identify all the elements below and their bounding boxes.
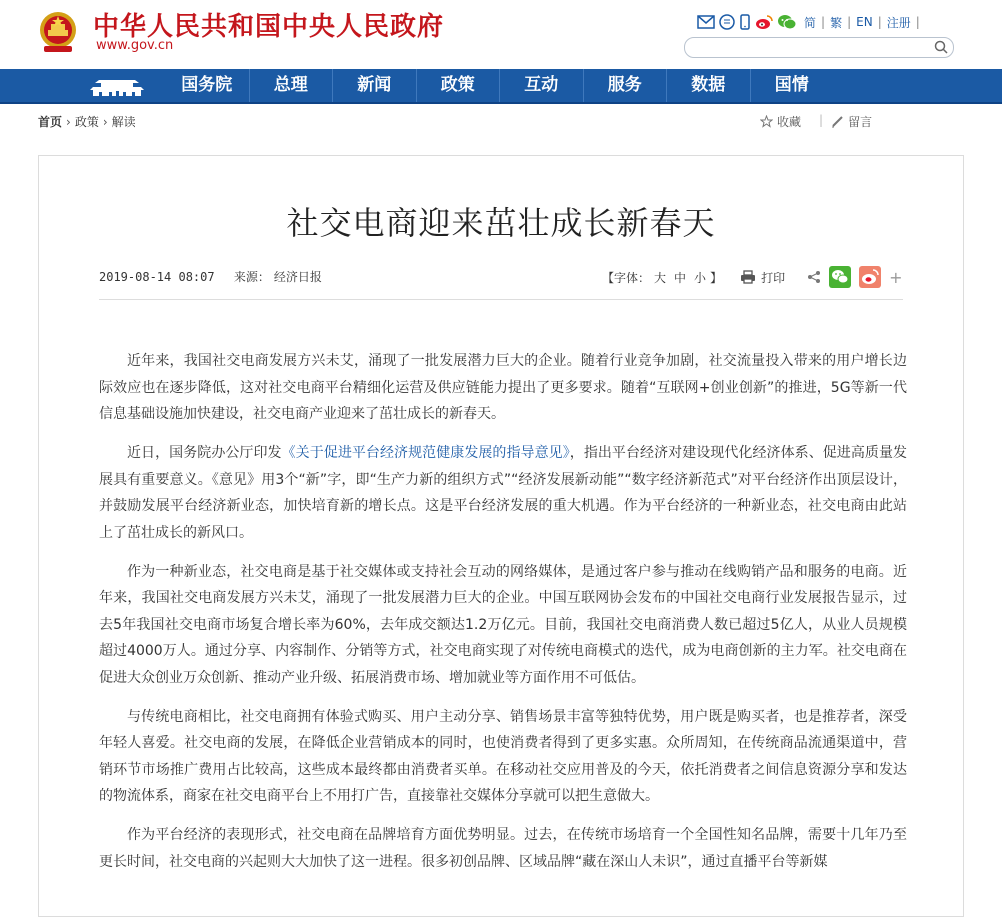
site-url[interactable]: www.gov.cn — [96, 38, 174, 53]
breadcrumb — [38, 113, 136, 130]
article-body — [99, 348, 907, 888]
national-emblem-icon[interactable] — [38, 10, 78, 54]
nav-item-services[interactable]: 服务 — [583, 69, 667, 102]
printer-icon — [740, 270, 756, 284]
main-nav — [0, 69, 1002, 104]
article-meta — [99, 268, 322, 285]
mobile-icon[interactable] — [739, 14, 751, 30]
publish-date: 2019-08-14 08:07 — [99, 270, 215, 284]
font-size-close: 】 — [710, 270, 723, 285]
nav-item-premier[interactable]: 总理 — [249, 69, 333, 102]
traditional-chinese-link[interactable]: 繁 — [830, 15, 843, 30]
print-label: 打印 — [761, 270, 786, 285]
comment-label: 留言 — [848, 115, 873, 129]
nav-item-interaction[interactable]: 互动 — [499, 69, 583, 102]
nav-item-state-council[interactable]: 国务院 — [181, 75, 233, 95]
nav-item-news[interactable]: 新闻 — [332, 69, 416, 102]
favorite-button[interactable] — [760, 113, 801, 130]
paragraph — [99, 440, 907, 546]
nav-item-national-info[interactable]: 国情 — [750, 69, 834, 102]
separator: | — [821, 15, 826, 29]
font-size-selector — [602, 269, 722, 286]
share-bar — [807, 266, 910, 288]
top-links — [697, 12, 922, 32]
article-container — [38, 155, 964, 917]
breadcrumb-arrow: › — [102, 115, 108, 129]
breadcrumb-interpretation[interactable]: 解读 — [111, 115, 136, 129]
paragraph: 作为一种新业态，社交电商是基于社交媒体或支持社会互动的网络媒体，是通过客户参与推动在线购销产品和服务的电商。近年来，我国社交电商发展方兴未艾，涌现了一批发展潜力巨大的企业。中国互联网协会发布的中国社交电商行业发展报告显示，过去5年我国社交电商市场复合增长率为60%，去年成交额达1.2万亿元。目前，我国社交电商消费人数已超过5亿人，从业人员规模超过4000万人。通过分享、内容制作、分销等方式，社交电商实现了对传统电商模式的迭代，成为电商创新的主力军。社交电商在促进大众创业万众创新、推动产业升级、拓展消费市场、增加就业等方面作用不可低估。 — [99, 563, 907, 686]
paragraph: 与传统电商相比，社交电商拥有体验式购买、用户主动分享、销售场景丰富等独特优势，用户既是购买者，也是推荐者，深受年轻人喜爱。社交电商的发展，在降低企业营销成本的同时，也使消费者得到了更多实惠。众所周知，在传统商品流通渠道中，营销环节市场推广费用占比较高，这些成本最终都由消费者买单。在移动社交应用普及的今天，依托消费者之间信息资源分享和发达的物流体系，商家在社交电商平台上不用打广告，直接靠社交媒体分享就可以把生意做大。 — [99, 708, 907, 804]
article-title: 社交电商迎来茁壮成长新春天 — [286, 204, 716, 242]
separator: | — [877, 15, 882, 29]
english-link[interactable]: EN — [856, 15, 873, 29]
nav-item-data[interactable]: 数据 — [666, 69, 750, 102]
separator: | — [847, 15, 852, 29]
nav-item-policy[interactable]: 政策 — [416, 69, 500, 102]
meta-divider — [99, 299, 903, 300]
breadcrumb-policy[interactable]: 政策 — [74, 115, 99, 129]
source-label: 来源： — [233, 270, 270, 284]
font-size-large[interactable]: 大 — [654, 270, 667, 285]
weibo-icon[interactable] — [755, 14, 773, 30]
star-icon — [760, 115, 773, 128]
page-actions — [760, 113, 890, 130]
article-tools — [602, 266, 911, 288]
message-icon[interactable] — [719, 14, 735, 30]
breadcrumb-arrow: › — [66, 115, 71, 129]
mail-icon[interactable] — [697, 15, 715, 29]
policy-document-link[interactable]: 《关于促进平台经济规范健康发展的指导意见》 — [281, 445, 570, 461]
font-size-medium[interactable]: 中 — [674, 270, 687, 285]
print-button[interactable] — [740, 269, 785, 286]
paragraph: 近年来，我国社交电商发展方兴未艾，涌现了一批发展潜力巨大的企业。随着行业竞争加剧，社交流量投入带来的用户增长边际效应也在逐步降低，这对社交电商平台精细化运营及供应链能力提出了更多要求。随着“互联网+创业创新”的推进，5G等新一代信息基础设施加快建设，社交电商产业迎来了茁壮成长的新春天。 — [99, 353, 907, 422]
paragraph: 作为平台经济的表现形式，社交电商在品牌培育方面优势明显。过去，在传统市场培育一个全国性知名品牌，需要十几年乃至更长时间，社交电商的兴起则大大加快了这一进程。很多初创品牌、区域品牌“藏在深山人未识”，通过直播平台等新媒 — [99, 827, 907, 870]
separator: | — [915, 15, 920, 29]
breadcrumb-home[interactable]: 首页 — [38, 115, 63, 129]
weibo-share-icon[interactable] — [859, 266, 881, 288]
pencil-icon — [831, 115, 844, 128]
share-icon[interactable] — [807, 270, 821, 284]
register-link[interactable]: 注册 — [886, 15, 911, 30]
paragraph-text: ，指出平台经济对建设现代化经济体系、促进高质量发展具有重要意义。《意见》用3个“新”字，即“生产力新的组织方式”“经济发展新动能”“数字经济新范式”对平台经济作出顶层设计，并鼓励发展平台经济新业态，加快培育新的增长点。这是平台经济发展的重大机遇。作为平台经济的一种新业态，社交电商由此站上了茁壮成长的新风口。 — [99, 445, 908, 541]
wechat-share-icon[interactable] — [829, 266, 851, 288]
favorite-label: 收藏 — [777, 115, 802, 129]
font-size-small[interactable]: 小 — [694, 270, 707, 285]
search-input[interactable] — [695, 39, 929, 56]
comment-button[interactable] — [831, 113, 872, 130]
tiananmen-icon[interactable] — [89, 74, 145, 98]
paragraph-text: 近日，国务院办公厅印发 — [127, 445, 282, 461]
font-size-label: 【字体： — [602, 270, 651, 285]
nav-home[interactable] — [87, 69, 147, 102]
site-header — [0, 0, 1002, 69]
source-name: 经济日报 — [273, 270, 322, 284]
site-title[interactable]: 中华人民共和国中央人民政府 — [93, 12, 445, 42]
simplified-chinese-link[interactable]: 简 — [804, 15, 817, 30]
more-share-button[interactable]: + — [889, 267, 903, 287]
search-box[interactable] — [684, 37, 954, 58]
separator: | — [819, 113, 824, 127]
search-icon[interactable] — [934, 40, 948, 54]
nav-items — [165, 69, 833, 102]
wechat-icon[interactable] — [777, 14, 797, 30]
